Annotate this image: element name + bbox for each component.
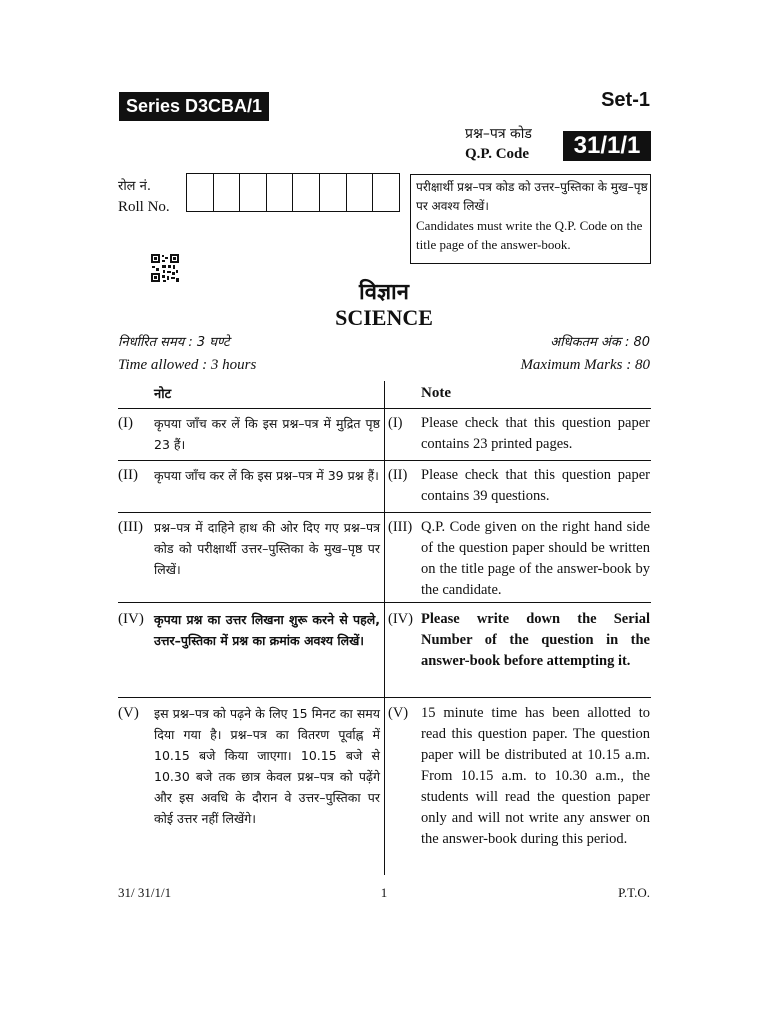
roll-digit-box[interactable] bbox=[187, 174, 213, 211]
qp-code-badge: 31/1/1 bbox=[563, 131, 651, 161]
note-number: (I) bbox=[118, 415, 133, 431]
note-number: (V) bbox=[118, 705, 139, 721]
note-number: (V) bbox=[388, 705, 409, 721]
page-number: 1 bbox=[380, 885, 388, 900]
note-text-english: 15 minute time has been allotted to read this question paper. The question paper will be distributed at 10.15 a.m. From 10.15 a.m. to 10.30 a.m., the students will read the question paper only and will not write any answer on the answer-book during this period. bbox=[421, 705, 650, 847]
note-number: (II) bbox=[388, 467, 408, 483]
roll-label-english: Roll No. bbox=[118, 199, 170, 215]
instruction-hindi: परीक्षार्थी प्रश्न–पत्र कोड को उत्तर–पुस्तिका के मुख–पृष्ठ पर अवश्य लिखें। bbox=[416, 180, 648, 213]
roll-number-boxes[interactable] bbox=[186, 173, 400, 212]
roll-digit-box[interactable] bbox=[213, 174, 240, 211]
row-divider bbox=[118, 408, 651, 409]
note-text-hindi: इस प्रश्न–पत्र को पढ़ने के लिए 15 मिनट का समय दिया गया है। प्रश्न–पत्र का वितरण पूर्वाह्न में 10.15 बजे किया जाएगा। 10.15 बजे से 10.30 बजे तक छात्र केवल प्रश्न–पत्र को पढ़ेंगे और इस अवधि के दौरान वे उत्तर–पुस्तिका पर कोई उत्तर नहीं लिखेंगे। bbox=[154, 706, 380, 826]
note-number: (IV) bbox=[118, 611, 144, 627]
subject-title-hindi: विज्ञान bbox=[359, 280, 409, 305]
roll-digit-box[interactable] bbox=[239, 174, 266, 211]
note-heading-hindi: नोट bbox=[154, 387, 172, 402]
note-text-english: Q.P. Code given on the right hand side of the question paper should be written on the title page of the answer-book by the candidate. bbox=[421, 519, 650, 598]
note-number: (II) bbox=[118, 467, 138, 483]
maximum-marks-english: Maximum Marks : 80 bbox=[520, 357, 650, 373]
note-number: (III) bbox=[118, 519, 143, 535]
time-allowed bbox=[118, 332, 256, 376]
note-text-english: Please write down the Serial Number of the question in the answer-book before attempting it. bbox=[421, 611, 650, 669]
note-heading-english: Note bbox=[421, 385, 451, 401]
maximum-marks bbox=[450, 332, 650, 376]
row-divider bbox=[118, 697, 651, 698]
qp-code-label-english: Q.P. Code bbox=[465, 146, 530, 162]
note-text-hindi: कृपया जाँच कर लें कि इस प्रश्न–पत्र में मुद्रित पृष्ठ 23 हैं। bbox=[154, 416, 380, 452]
note-text-hindi: प्रश्न–पत्र में दाहिने हाथ की ओर दिए गए प्रश्न–पत्र कोड को परीक्षार्थी उत्तर–पुस्तिका के मुख–पृष्ठ पर लिखें। bbox=[154, 520, 380, 577]
roll-digit-box[interactable] bbox=[266, 174, 293, 211]
row-divider bbox=[118, 512, 651, 513]
note-text-hindi: कृपया प्रश्न का उत्तर लिखना शुरू करने से पहले, उत्तर–पुस्तिका में प्रश्न का क्रमांक अवश्य लिखें। bbox=[154, 612, 380, 648]
subject-title-english: SCIENCE bbox=[335, 305, 433, 330]
qp-code-label bbox=[465, 124, 532, 164]
note-number: (IV) bbox=[388, 611, 413, 627]
qp-code-label-hindi: प्रश्न–पत्र कोड bbox=[465, 126, 532, 142]
maximum-marks-hindi: अधिकतम अंक : 80 bbox=[550, 335, 650, 350]
row-divider bbox=[118, 460, 651, 461]
roll-digit-box[interactable] bbox=[372, 174, 399, 211]
time-allowed-english: Time allowed : 3 hours bbox=[118, 357, 257, 373]
roll-digit-box[interactable] bbox=[319, 174, 346, 211]
note-text-hindi: कृपया जाँच कर लें कि इस प्रश्न–पत्र में 39 प्रश्न हैं। bbox=[154, 468, 379, 483]
row-divider bbox=[118, 602, 651, 603]
note-number: (III) bbox=[388, 519, 413, 535]
roll-number-label bbox=[118, 176, 170, 218]
note-number: (I) bbox=[388, 415, 403, 431]
roll-digit-box[interactable] bbox=[292, 174, 319, 211]
set-number: Set-1 bbox=[601, 89, 650, 111]
note-text-english: Please check that this question paper contains 23 printed pages. bbox=[421, 415, 650, 452]
footer-paper-code: 31/ 31/1/1 bbox=[118, 885, 172, 900]
roll-digit-box[interactable] bbox=[346, 174, 373, 211]
please-turn-over: P.T.O. bbox=[618, 885, 650, 900]
column-divider bbox=[384, 381, 385, 875]
roll-label-hindi: रोल नं. bbox=[118, 179, 151, 194]
series-badge: Series D3CBA/1 bbox=[119, 92, 269, 121]
time-allowed-hindi: निर्धारित समय : 3 घण्टे bbox=[118, 335, 230, 350]
note-text-english: Please check that this question paper contains 39 questions. bbox=[421, 467, 650, 504]
instruction-english: Candidates must write the Q.P. Code on the title page of the answer-book. bbox=[416, 218, 643, 252]
candidate-instruction-box bbox=[410, 174, 651, 264]
